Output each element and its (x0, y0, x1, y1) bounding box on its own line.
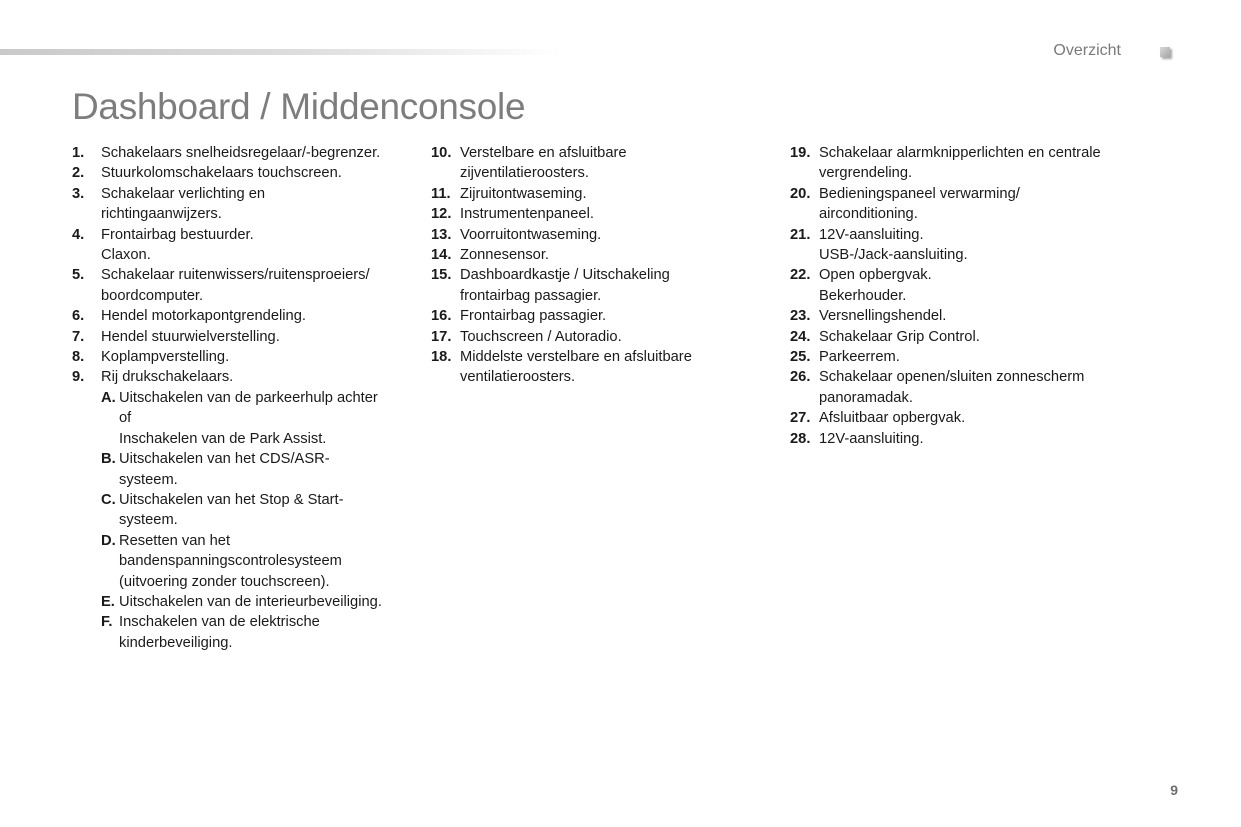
item-text (819, 429, 1135, 449)
item-text (819, 347, 1135, 367)
list-item (790, 429, 1135, 449)
item-text-line: Zijruitontwaseming. (460, 185, 587, 202)
sub-item-letter: D. (101, 532, 116, 549)
item-text (819, 408, 1135, 428)
section-marker-icon (1160, 47, 1170, 57)
item-text-line: Stuurkolomschakelaars touchscreen. (101, 165, 342, 182)
item-number: 16. (431, 308, 452, 325)
item-text-line: Claxon. (101, 247, 151, 264)
item-text (460, 143, 731, 184)
item-text (460, 245, 731, 265)
item-number: 10. (431, 145, 452, 161)
list-item (790, 143, 1135, 184)
sub-item-text (119, 592, 417, 612)
item-text-line: airconditioning. (819, 206, 918, 223)
item-number: 13. (431, 226, 452, 243)
item-text-line: Uitschakelen van de interieurbeveiliging. (119, 593, 382, 610)
item-text-line: kinderbeveiliging. (119, 634, 233, 651)
sub-item-letter: C. (101, 491, 116, 508)
item-number: 24. (790, 328, 811, 345)
list-item (790, 367, 1135, 408)
item-text (819, 327, 1135, 347)
item-text-line: panoramadak. (819, 389, 913, 406)
sub-list-item (101, 388, 417, 449)
column-1 (72, 143, 417, 653)
item-number: 25. (790, 349, 811, 366)
list-item (790, 408, 1135, 428)
item-text-line: richtingaanwijzers. (101, 206, 222, 223)
sub-list-item (101, 449, 417, 490)
list-item (431, 245, 731, 265)
item-text-line: Frontairbag passagier. (460, 308, 607, 325)
item-number: 19. (790, 145, 811, 161)
sub-item-letter: F. (101, 614, 113, 631)
item-text-line: Inschakelen van de Park Assist. (119, 430, 327, 447)
item-text (101, 327, 417, 347)
sub-item-letter: A. (101, 389, 116, 406)
sub-item-text (119, 612, 417, 653)
item-text (101, 347, 417, 367)
item-text-line: Rij drukschakelaars. (101, 369, 234, 386)
item-text-line: Dashboardkastje / Uitschakeling (460, 267, 670, 284)
list-item (431, 327, 731, 347)
list-item (790, 327, 1135, 347)
sub-item-text (119, 449, 417, 490)
item-text (101, 265, 417, 306)
item-text-line: systeem. (119, 512, 178, 529)
sub-item-text (119, 531, 417, 592)
item-number: 5. (72, 267, 85, 284)
item-number: 21. (790, 226, 811, 243)
item-text-line: 12V-aansluiting. (819, 430, 924, 447)
item-text-line: frontairbag passagier. (460, 287, 602, 304)
sub-list-item (101, 612, 417, 653)
item-text-line: of (119, 410, 132, 427)
item-text (819, 265, 1135, 306)
item-text-line: 12V-aansluiting. (819, 226, 924, 243)
item-text (819, 143, 1135, 184)
list-item (431, 204, 731, 224)
page-number: 9 (1170, 782, 1178, 798)
column-3 (790, 143, 1135, 449)
item-text-line: Verstelbare en afsluitbare (460, 145, 627, 161)
item-number: 7. (72, 328, 85, 345)
list-item (790, 306, 1135, 326)
list-item (790, 184, 1135, 225)
item-number: 8. (72, 349, 85, 366)
list-item (431, 143, 731, 184)
item-number: 20. (790, 185, 811, 202)
list-item (431, 265, 731, 306)
item-text-line: systeem. (119, 471, 178, 488)
item-text-line: Koplampverstelling. (101, 349, 230, 366)
item-number: 26. (790, 369, 811, 386)
sub-item-text (119, 490, 417, 531)
item-text-line: Voorruitontwaseming. (460, 226, 602, 243)
item-text (460, 347, 731, 388)
list-item (790, 225, 1135, 266)
item-text-line: Schakelaars snelheidsregelaar/-begrenzer. (101, 145, 381, 161)
item-number: 23. (790, 308, 811, 325)
item-text-line: USB-/Jack-aansluiting. (819, 247, 968, 264)
item-text-line: boordcomputer. (101, 287, 204, 304)
list-item (72, 306, 417, 326)
sub-list (101, 388, 417, 653)
item-text-line: (uitvoering zonder touchscreen). (119, 573, 330, 590)
list-item (72, 347, 417, 367)
item-text (819, 367, 1135, 408)
item-text-line: Open opbergvak. (819, 267, 932, 284)
page-title: Dashboard / Middenconsole (72, 86, 526, 127)
header-decoration-bar (0, 49, 560, 55)
item-text-line: Schakelaar alarmknipperlichten en centrale (819, 145, 1101, 161)
item-number: 6. (72, 308, 85, 325)
list-item (431, 306, 731, 326)
item-text (819, 184, 1135, 225)
item-text-line: Versnellingshendel. (819, 308, 947, 325)
item-text-line: Uitschakelen van de parkeerhulp achter (119, 389, 378, 406)
item-text (460, 327, 731, 347)
item-text-line: ventilatieroosters. (460, 369, 576, 386)
list-item (431, 225, 731, 245)
item-text-line: Schakelaar Grip Control. (819, 328, 980, 345)
item-text-line: Bekerhouder. (819, 287, 907, 304)
item-text (819, 225, 1135, 266)
item-text-line: Touchscreen / Autoradio. (460, 328, 622, 345)
item-text (460, 265, 731, 306)
item-text-line: bandenspanningscontrolesysteem (119, 553, 342, 570)
item-number: 11. (431, 185, 451, 202)
list-item (72, 143, 417, 163)
list-item (431, 347, 731, 388)
item-number: 1. (72, 145, 85, 161)
sub-list-item (101, 592, 417, 612)
item-text-line: Hendel motorkapontgrendeling. (101, 308, 306, 325)
list-item (72, 265, 417, 306)
sub-list-item (101, 490, 417, 531)
list-item (790, 265, 1135, 306)
item-number: 3. (72, 185, 85, 202)
list-item (72, 327, 417, 347)
item-number: 18. (431, 349, 452, 366)
item-text-line: Hendel stuurwielverstelling. (101, 328, 280, 345)
item-number: 2. (72, 165, 85, 182)
list-item (72, 225, 417, 266)
item-number: 27. (790, 410, 811, 427)
item-number: 12. (431, 206, 452, 223)
sub-item-letter: B. (101, 451, 116, 468)
list-item (72, 163, 417, 183)
item-text-line: Inschakelen van de elektrische (119, 614, 320, 631)
item-text-line: Resetten van het (119, 532, 231, 549)
item-text-line: Uitschakelen van het CDS/ASR- (119, 451, 330, 468)
item-text-line: Zonnesensor. (460, 247, 549, 264)
sub-item-text (119, 388, 417, 449)
item-text (460, 184, 731, 204)
item-text-line: vergrendeling. (819, 165, 913, 182)
section-label: Overzicht (1053, 42, 1121, 59)
list-item (72, 367, 417, 387)
item-text-line: Afsluitbaar opbergvak. (819, 410, 966, 427)
item-number: 17. (431, 328, 452, 345)
item-text-line: Frontairbag bestuurder. (101, 226, 254, 243)
item-text-line: zijventilatieroosters. (460, 165, 589, 182)
item-text (101, 225, 417, 266)
item-text (101, 143, 417, 163)
item-number: 22. (790, 267, 811, 284)
item-text-line: Schakelaar verlichting en (101, 185, 266, 202)
item-text (101, 184, 417, 225)
item-text-line: Bedieningspaneel verwarming/ (819, 185, 1020, 202)
sub-item-letter: E. (101, 593, 115, 610)
item-number: 14. (431, 247, 452, 264)
item-text (819, 306, 1135, 326)
item-text (101, 163, 417, 183)
item-number: 28. (790, 430, 811, 447)
item-text (101, 306, 417, 326)
item-text-line: Instrumentenpaneel. (460, 206, 594, 223)
list-item (431, 184, 731, 204)
item-number: 9. (72, 369, 85, 386)
item-text (460, 306, 731, 326)
item-number: 4. (72, 226, 85, 243)
item-text-line: Middelste verstelbare en afsluitbare (460, 349, 692, 366)
item-text-line: Parkeerrem. (819, 349, 900, 366)
item-text (460, 225, 731, 245)
item-text (460, 204, 731, 224)
sub-list-item (101, 531, 417, 592)
column-2 (431, 143, 731, 388)
item-text-line: Schakelaar openen/sluiten zonnescherm (819, 369, 1085, 386)
list-item (790, 347, 1135, 367)
item-text (101, 367, 417, 387)
list-item (72, 184, 417, 225)
item-text-line: Schakelaar ruitenwissers/ruitensproeiers/ (101, 267, 370, 284)
item-text-line: Uitschakelen van het Stop & Start- (119, 491, 344, 508)
item-number: 15. (431, 267, 452, 284)
